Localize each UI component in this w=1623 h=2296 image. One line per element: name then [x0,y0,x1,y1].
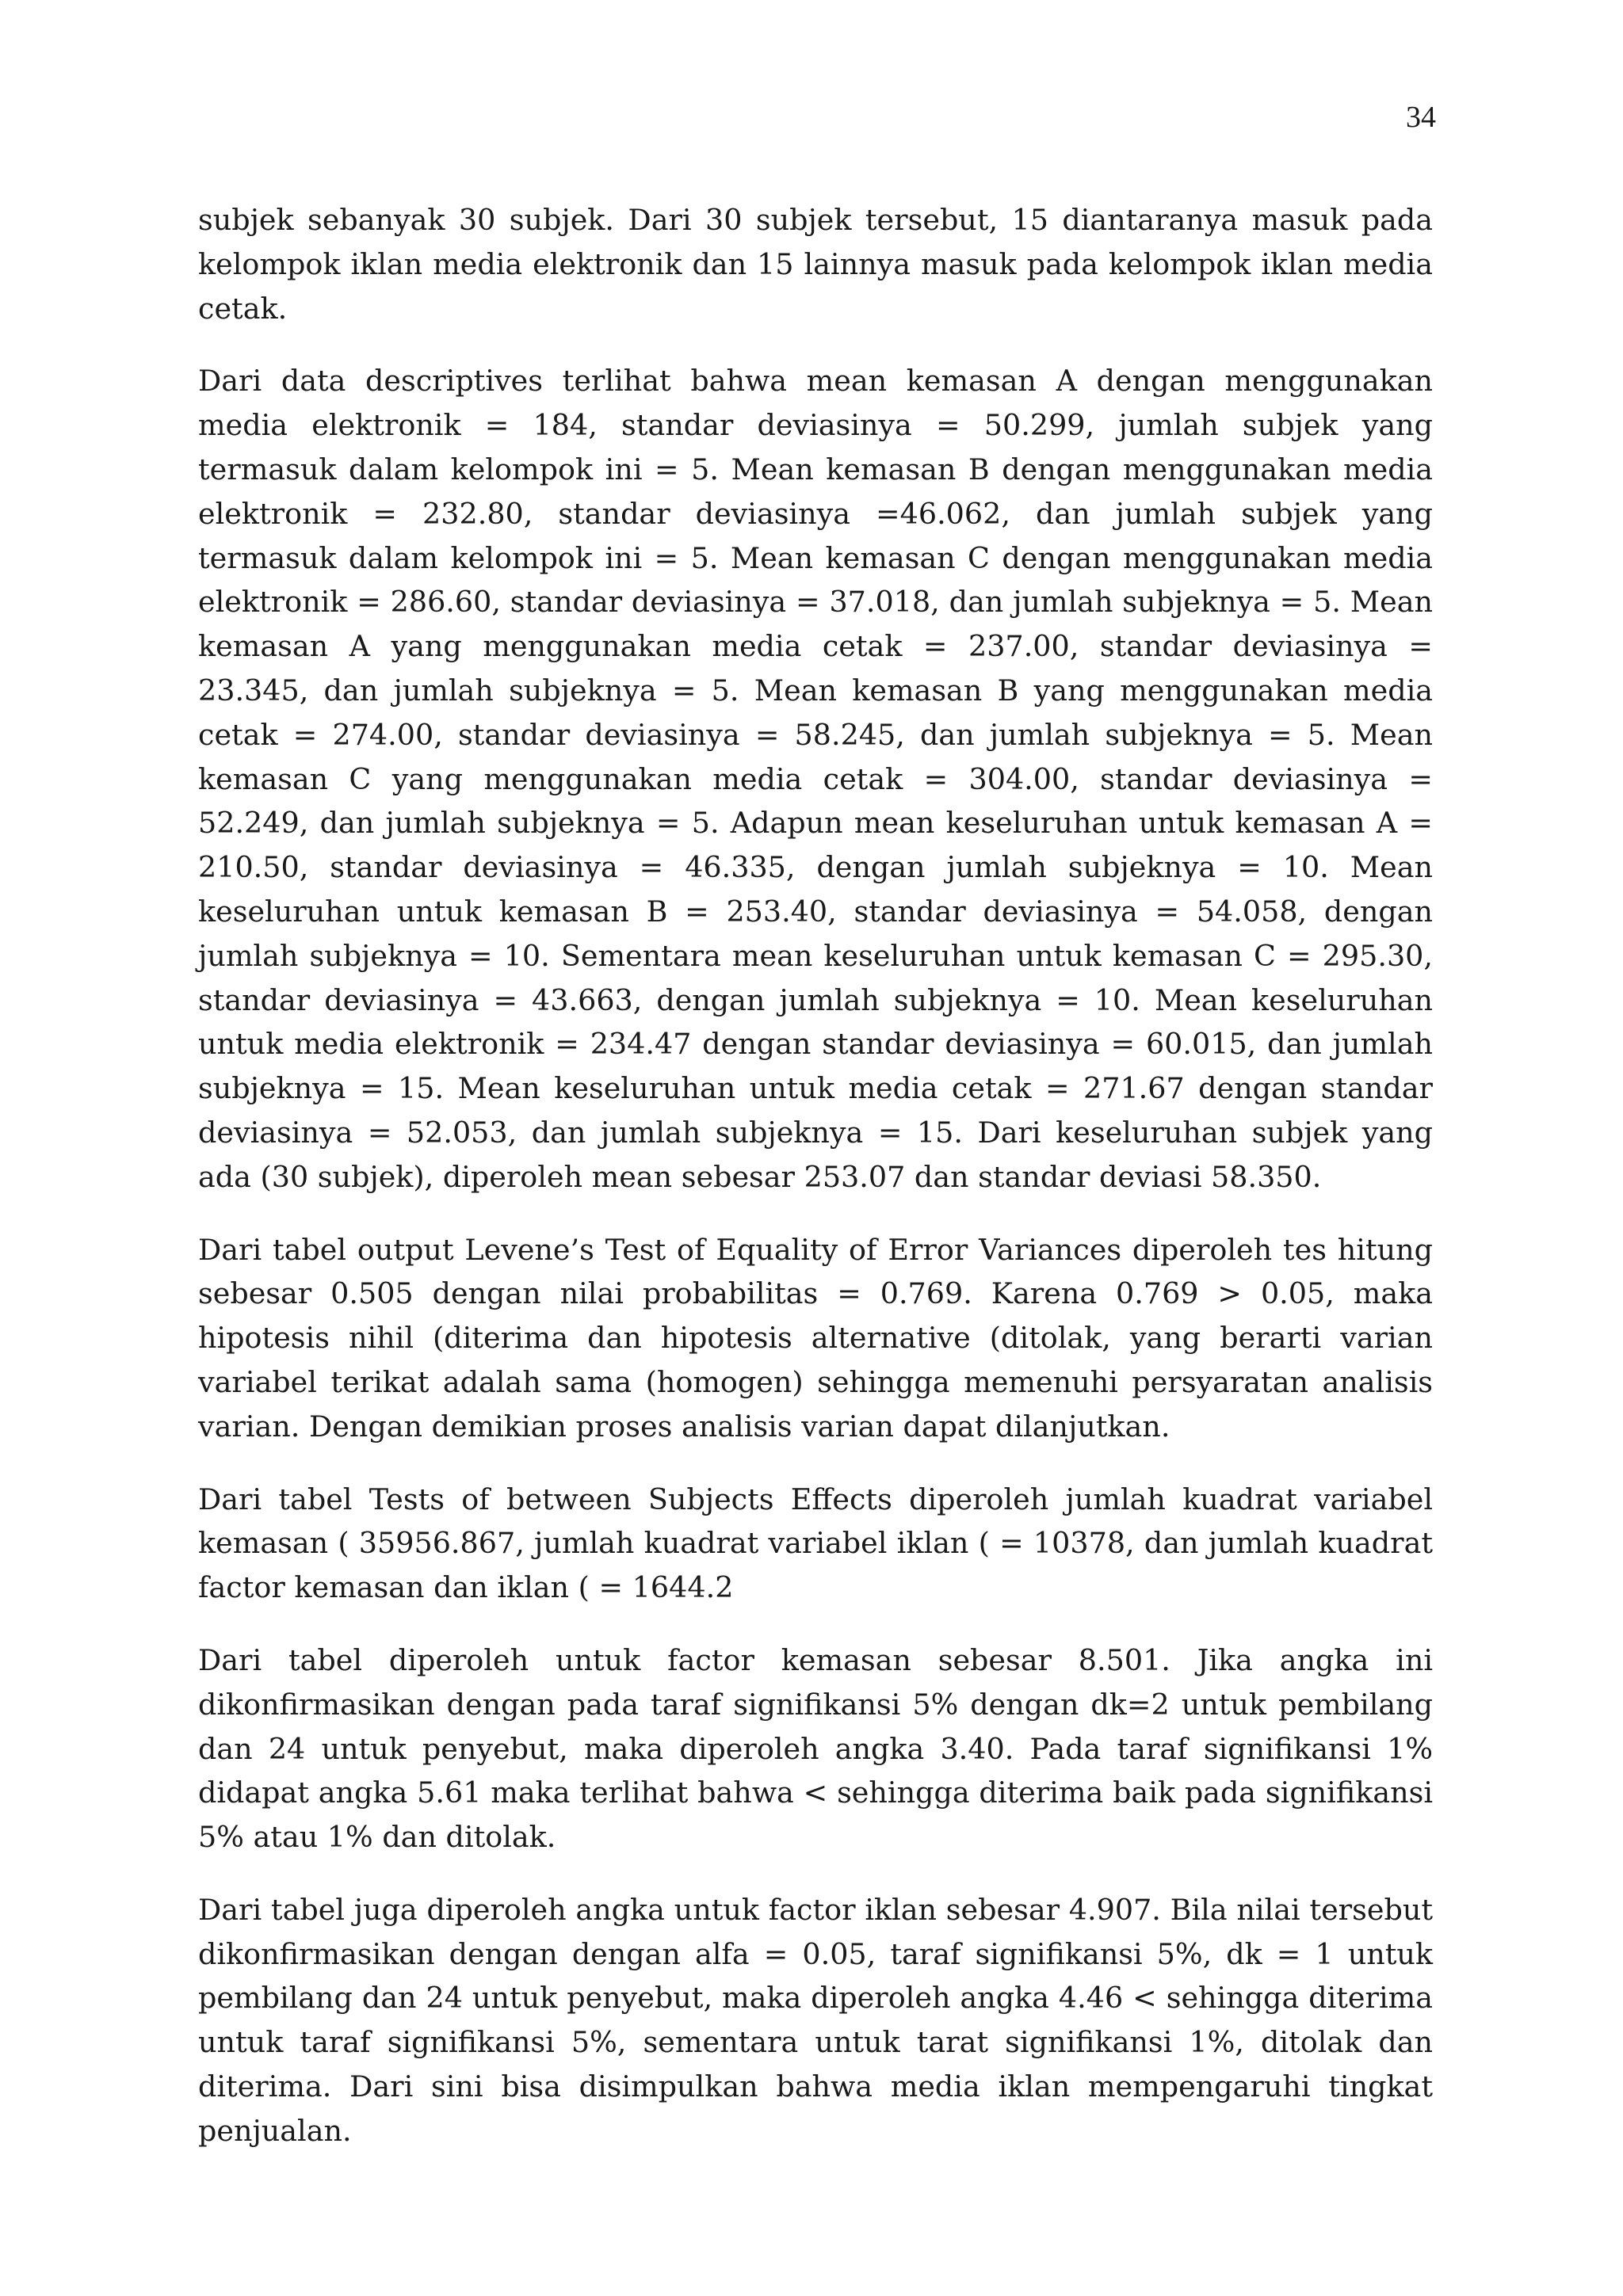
paragraph-between-subjects: Dari tabel Tests of between Subjects Effects diperoleh jumlah kuadrat variabel kemasan ( 35956.867, jumlah kuadrat variabel iklan ( = 10378, dan jumlah kuadrat factor kemasan dan iklan ( = 1644.2 [198,1482,1433,1605]
paragraph-subject-count: subjek sebanyak 30 subjek. Dari 30 subjek tersebut, 15 diantaranya masuk pada kelompok iklan media elektronik dan 15 lainnya masuk pada kelompok iklan media cetak. [198,203,1433,326]
paragraph-factor-iklan: Dari tabel juga diperoleh angka untuk factor iklan sebesar 4.907. Bila nilai tersebut dikonfirmasikan dengan dengan alfa = 0.05, taraf signifikansi 5%, dk = 1 untuk pembilang dan 24 untuk penyebut, maka diperoleh angka 4.46 < sehingga diterima untuk taraf signifikansi 5%, sementara untuk tarat signifikansi 1%, ditolak dan diterima. Dari sini bisa disimpulkan bahwa media iklan mempengaruhi tingkat penjualan. [198,1892,1433,2148]
page-number: 34 [1406,101,1436,134]
paragraph-factor-kemasan: Dari tabel diperoleh untuk factor kemasan sebesar 8.501. Jika angka ini dikonfirmasikan dengan pada taraf signifikansi 5% dengan dk=2 untuk pembilang dan 24 untuk penyebut, maka diperoleh angka 3.40. Pada taraf signifikansi 1% didapat angka 5.61 maka terlihat bahwa < sehingga diterima baik pada signifikansi 5% atau 1% dan ditolak. [198,1642,1433,1855]
paragraph-levene-test: Dari tabel output Levene’s Test of Equality of Error Variances diperoleh tes hitung sebesar 0.505 dengan nilai probabilitas = 0.769. Karena 0.769 > 0.05, maka hipotesis nihil (diterima dan hipotesis alternative (ditolak, yang berarti varian variabel terikat adalah sama (homogen) sehingga memenuhi persyaratan analisis varian. Dengan demikian proses analisis varian dapat dilanjutkan. [198,1232,1433,1444]
document-body [198,198,1433,2182]
paragraph-descriptives: Dari data descriptives terlihat bahwa mean kemasan A dengan menggunakan media elektronik = 184, standar deviasinya = 50.299, jumlah subjek yang termasuk dalam kelompok ini = 5. Mean kemasan B dengan menggunakan media elektronik = 232.80, standar deviasinya =46.062, dan jumlah subjek yang termasuk dalam kelompok ini = 5. Mean kemasan C dengan menggunakan media elektronik = 286.60, standar deviasinya = 37.018, dan jumlah subjeknya = 5. Mean kemasan A yang menggunakan media cetak = 237.00, standar deviasinya = 23.345, dan jumlah subjeknya = 5. Mean kemasan B yang menggunakan media cetak = 274.00, standar deviasinya = 58.245, dan jumlah subjeknya = 5. Mean kemasan C yang menggunakan media cetak = 304.00, standar deviasinya = 52.249, dan jumlah subjeknya = 5. Adapun mean keseluruhan untuk kemasan A = 210.50, standar deviasinya = 46.335, dengan jumlah subjeknya = 10. Mean keseluruhan untuk kemasan B = 253.40, standar deviasinya = 54.058, dengan jumlah subjeknya = 10. Sementara mean keseluruhan untuk kemasan C = 295.30, standar deviasinya = 43.663, dengan jumlah subjeknya = 10. Mean keseluruhan untuk media elektronik = 234.47 dengan standar deviasinya = 60.015, dan jumlah subjeknya = 15. Mean keseluruhan untuk media cetak = 271.67 dengan standar deviasinya = 52.053, dan jumlah subjeknya = 15. Dari keseluruhan subjek yang ada (30 subjek), diperoleh mean sebesar 253.07 dan standar deviasi 58.350. [198,364,1433,1194]
